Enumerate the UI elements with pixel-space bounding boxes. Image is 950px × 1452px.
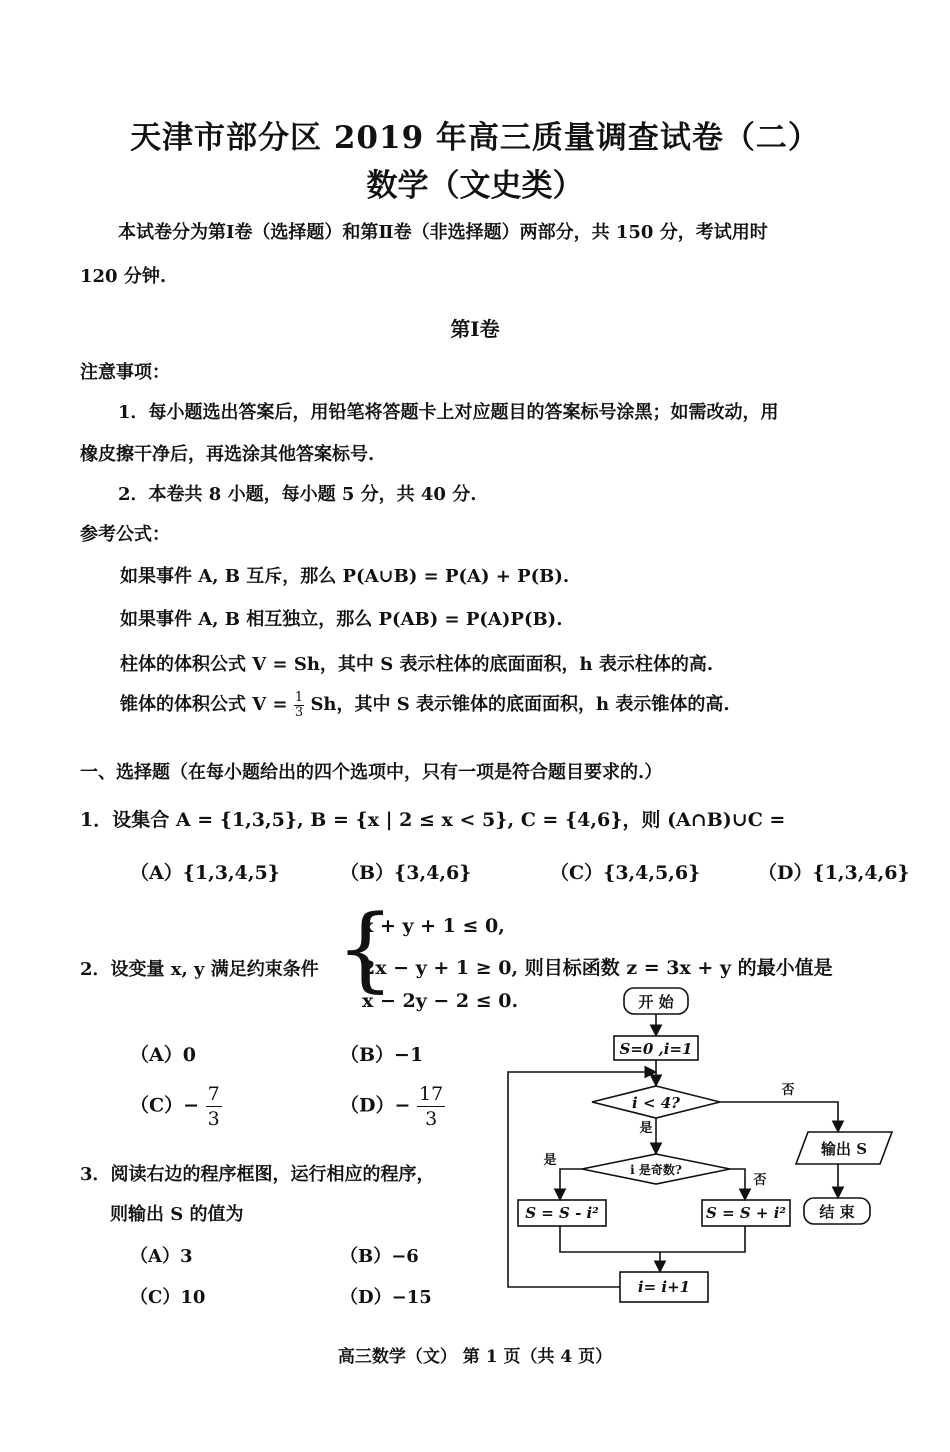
- notice2: 2．本卷共 8 小题，每小题 5 分，共 40 分.: [118, 484, 477, 505]
- flow-no2-text: 否: [753, 1173, 767, 1188]
- arrow-parity-left: [560, 1169, 582, 1198]
- q2d-fraction: [417, 1082, 445, 1131]
- formula-3: 柱体的体积公式 V = Sh，其中 S 表示柱体的底面面积，h 表示柱体的高.: [120, 654, 714, 675]
- merge-line: [560, 1226, 745, 1252]
- formula4-num: 1: [294, 689, 304, 705]
- formula-4: [120, 690, 730, 720]
- q2d-num: 17: [419, 1083, 444, 1105]
- flow-output-text: 输出 S: [820, 1140, 868, 1158]
- page-footer: 高三数学（文） 第 1 页（共 4 页）: [337, 1347, 613, 1367]
- intro-line1: 本试卷分为第Ⅰ卷（选择题）和第Ⅱ卷（非选择题）两部分，共 150 分，考试用时: [118, 222, 768, 243]
- program-flowchart: [500, 980, 920, 1330]
- flow-init-text: S=0 ,i=1: [619, 1040, 693, 1058]
- exam-title: 天津市部分区 2019 年高三质量调查试卷（二）: [130, 120, 820, 156]
- notice1-line1: 1．每小题选出答案后，用铅笔将答题卡上对应题目的答案标号涂黑；如需改动，用: [118, 402, 779, 423]
- arrow-cond-output: [720, 1102, 838, 1130]
- q3-option-c: （C）10: [130, 1287, 206, 1308]
- q3-stem-line1: 3．阅读右边的程序框图，运行相应的程序，: [80, 1164, 435, 1185]
- q2-constraint-2: 2x − y + 1 ≥ 0, 则目标函数 z = 3x + y 的最小值是: [362, 957, 833, 979]
- intro-line2: 120 分钟.: [80, 266, 167, 287]
- formula-2: 如果事件 A, B 相互独立，那么 P(AB) = P(A)P(B).: [120, 609, 563, 630]
- part1-heading: 第Ⅰ卷: [450, 317, 500, 341]
- exam-subtitle: 数学（文史类）: [366, 168, 584, 204]
- formula-1: 如果事件 A, B 互斥，那么 P(A∪B) = P(A) + P(B).: [120, 566, 570, 587]
- formula4-post: Sh，其中 S 表示锥体的底面面积，h 表示锥体的高.: [310, 694, 730, 715]
- formula4-den: 3: [294, 704, 304, 720]
- q3-option-b: （B）−6: [340, 1246, 419, 1267]
- q3-stem-line2: 则输出 S 的值为: [110, 1204, 244, 1225]
- q2-option-a: （A）0: [130, 1044, 196, 1066]
- flow-incr-text: i= i+1: [637, 1278, 691, 1296]
- q2d-label: （D）−: [340, 1094, 411, 1117]
- q1-option-b: （B）{3,4,6}: [340, 862, 472, 884]
- flow-cond-text: i < 4?: [632, 1094, 680, 1112]
- flow-yes2-text: 是: [543, 1153, 557, 1168]
- q2-option-c: [130, 1082, 222, 1131]
- q3-option-d: （D）−15: [340, 1287, 432, 1308]
- q2-constraint-3: x − 2y − 2 ≤ 0.: [362, 990, 519, 1012]
- flow-parity-text: i 是奇数?: [630, 1163, 682, 1177]
- flow-left-text: S = S - i²: [525, 1204, 599, 1222]
- flow-right-text: S = S + i²: [706, 1204, 786, 1222]
- q1-option-a: （A）{1,3,4,5}: [130, 862, 280, 884]
- q2-brace: {: [336, 895, 395, 1002]
- arrow-parity-right: [730, 1169, 745, 1198]
- q2-constraint-1: x + y + 1 ≤ 0,: [362, 915, 505, 937]
- q2c-label: （C）−: [130, 1094, 200, 1117]
- q1-stem: 1．设集合 A = {1,3,5}, B = {x | 2 ≤ x < 5}, C = {4,6}，则 (A∩B)∪C =: [80, 809, 786, 831]
- flow-end-text: 结 束: [819, 1203, 855, 1221]
- flow-start-text: 开 始: [638, 993, 674, 1011]
- formula4-fraction: [294, 691, 304, 720]
- q2c-den: 3: [207, 1108, 220, 1130]
- notice1-line2: 橡皮擦干净后，再选涂其他答案标号.: [80, 444, 375, 465]
- q2-stem: 2．设变量 x, y 满足约束条件: [80, 959, 319, 980]
- q2d-den: 3: [425, 1108, 438, 1130]
- q1-option-c: （C）{3,4,5,6}: [550, 862, 701, 884]
- flow-yes1-text: 是: [639, 1121, 653, 1136]
- flow-no1-text: 否: [781, 1083, 795, 1098]
- section1-heading: 一、选择题（在每小题给出的四个选项中，只有一项是符合题目要求的.）: [80, 762, 663, 783]
- q2-option-d: [340, 1082, 445, 1131]
- notice-label: 注意事项：: [80, 362, 170, 383]
- formula-label: 参考公式：: [80, 524, 170, 545]
- formula4-pre: 锥体的体积公式 V =: [120, 694, 288, 715]
- q3-option-a: （A）3: [130, 1246, 193, 1267]
- q2c-num: 7: [207, 1083, 220, 1105]
- q2-option-b: （B）−1: [340, 1044, 424, 1066]
- q1-option-d: （D）{1,3,4,6}: [758, 862, 910, 884]
- q2c-fraction: [206, 1082, 222, 1131]
